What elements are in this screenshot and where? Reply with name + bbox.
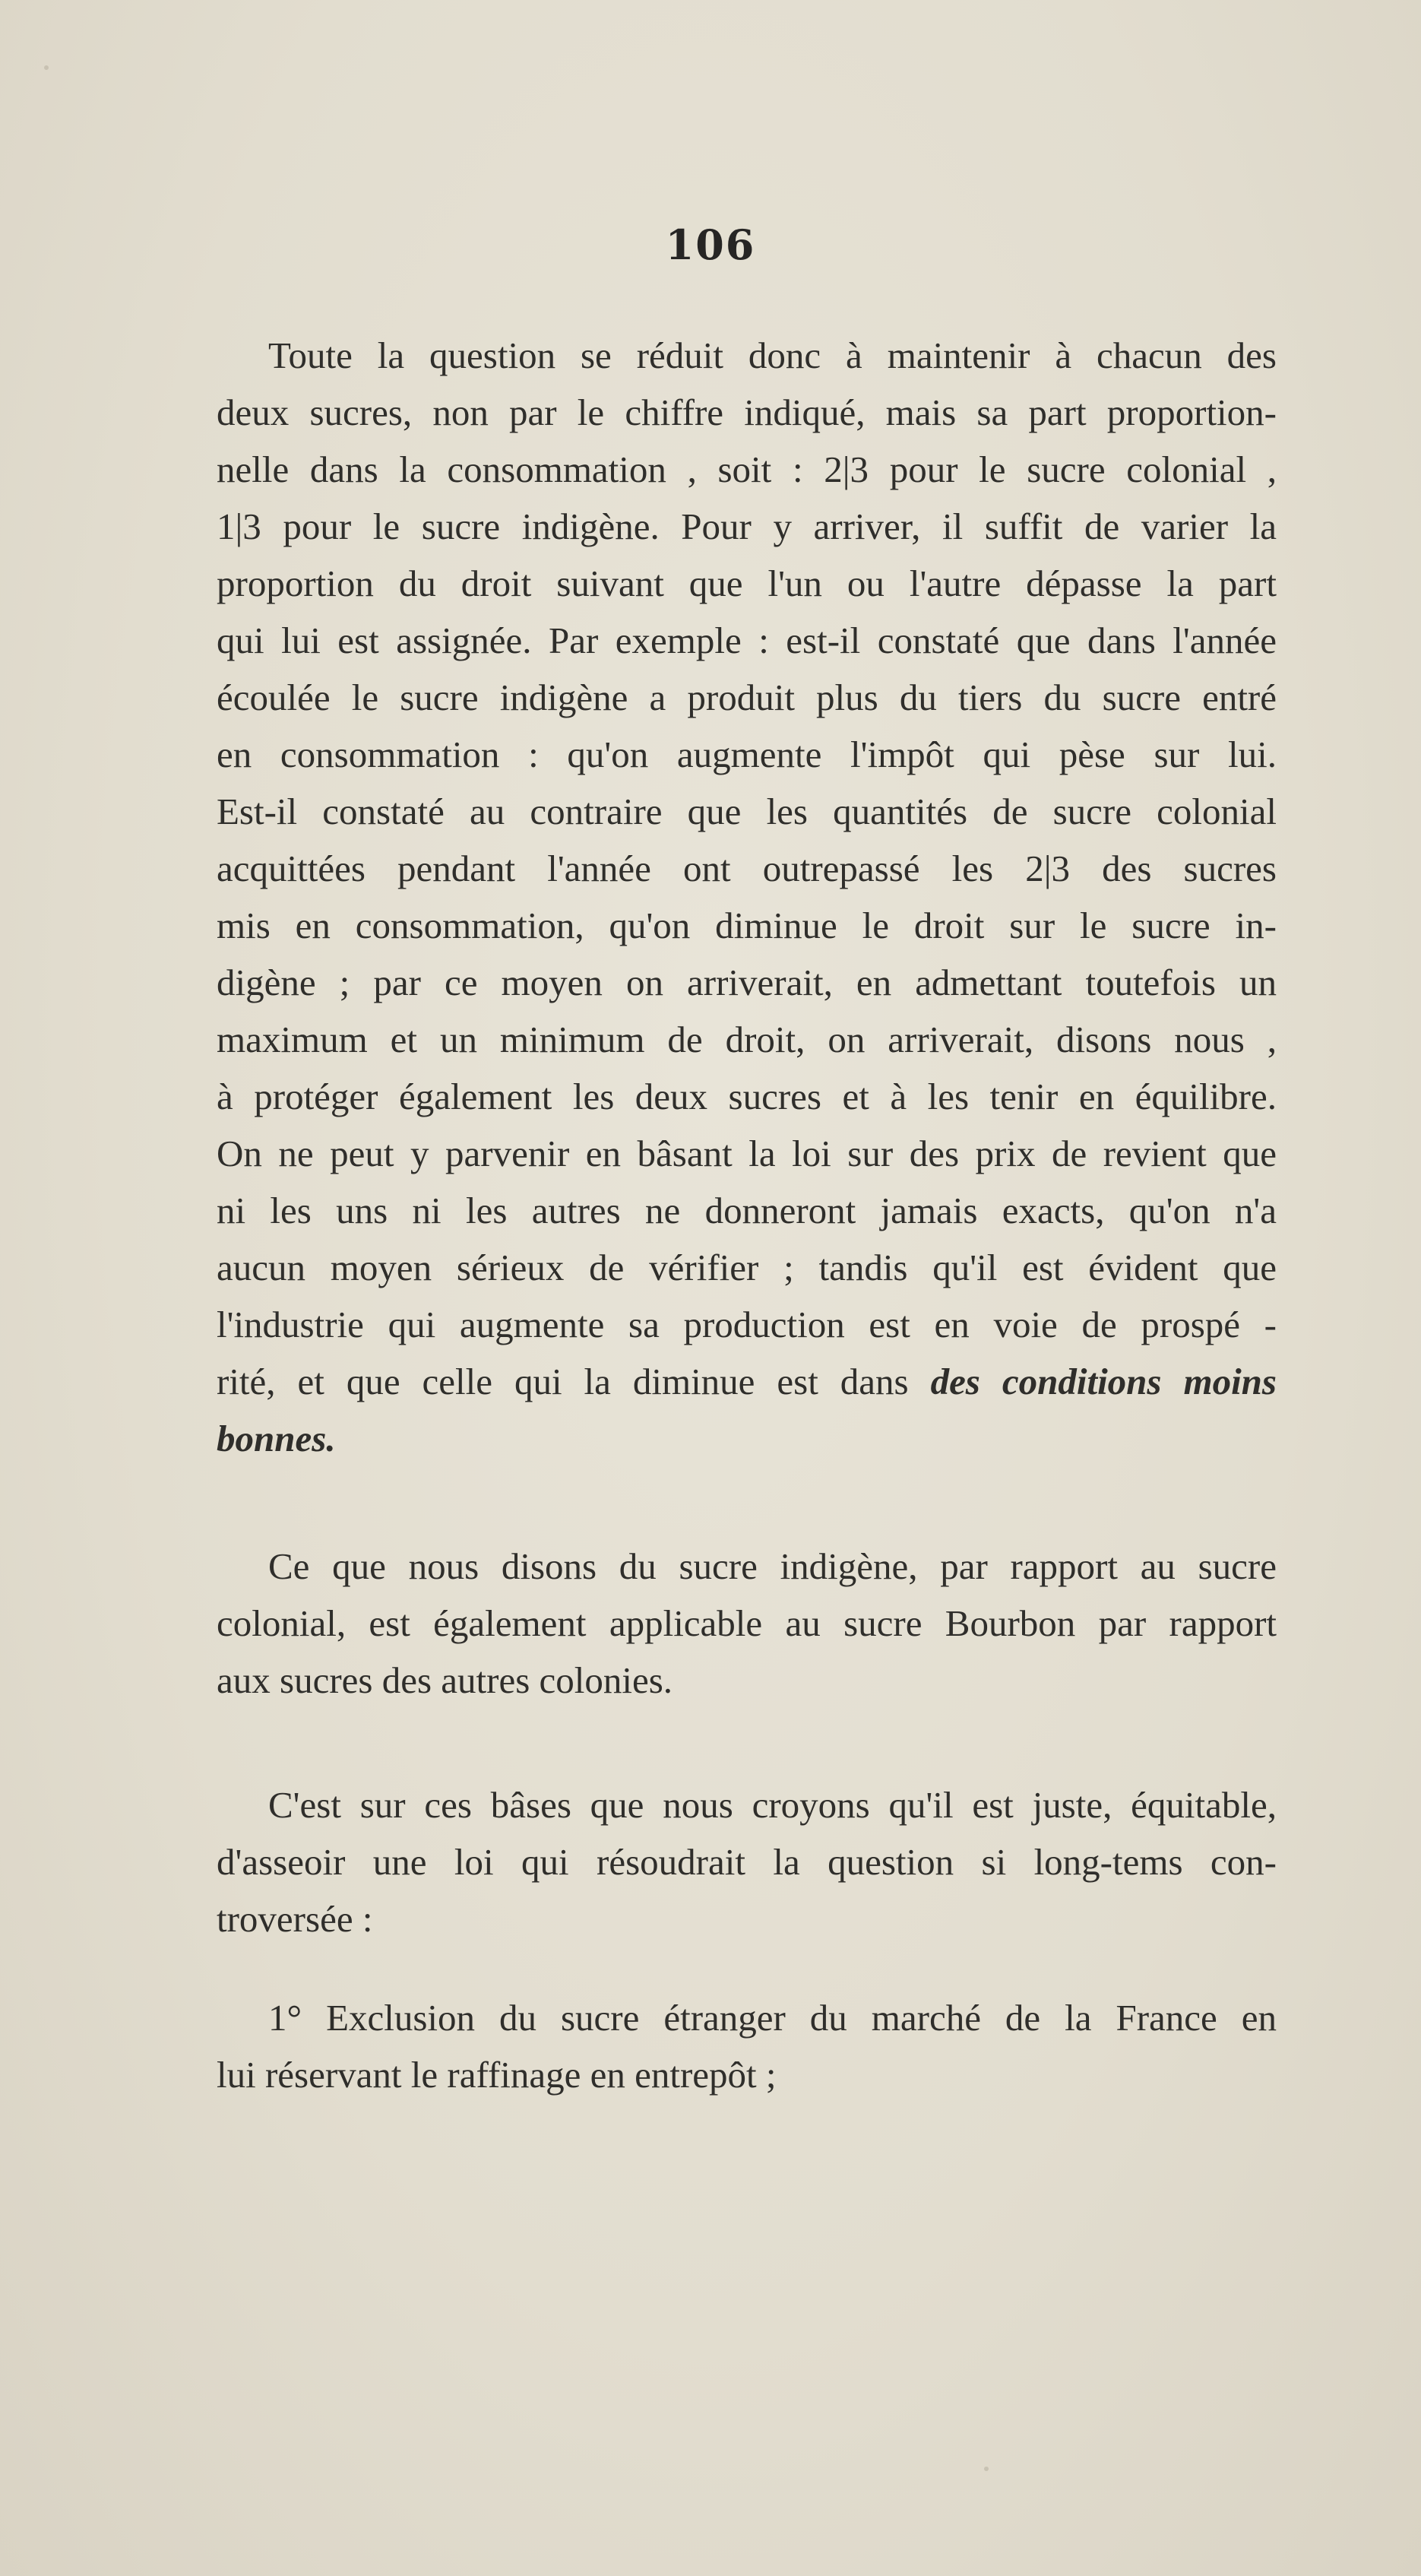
text-line: C'est sur ces bâses que nous croyons qu'il est juste, équitable, [268,1784,1277,1826]
text-line: mis en consommation, qu'on diminue le droit sur le sucre in- [217,905,1277,946]
text-line: aux sucres des autres colonies. [217,1659,673,1701]
text-line: en consommation : qu'on augmente l'impôt qui pèse sur lui. [217,734,1277,775]
paper-speck [44,65,49,70]
text-line: nelle dans la consommation , soit : 2|3 pour le sucre colonial , [217,448,1277,490]
text-line: à protéger également les deux sucres et à les tenir en équilibre. [217,1076,1277,1117]
text-line: aucun moyen sérieux de vérifier ; tandis qu'il est évident que [217,1247,1277,1288]
text-line: écoulée le sucre indigène a produit plus du tiers du sucre entré [217,676,1277,718]
text-line: troversée : [217,1898,373,1940]
text-line: Est-il constaté au contraire que les quantités de sucre colonial [217,791,1277,832]
paragraph-4 [217,1989,1277,2103]
text-line: 1|3 pour le sucre indigène. Pour y arriver, il suffit de varier la [217,505,1277,547]
text-line: digène ; par ce moyen on arriverait, en admettant toutefois un [217,962,1277,1003]
paper-speck [984,2467,989,2471]
paragraph-1 [217,327,1277,1467]
text-line: maximum et un minimum de droit, on arriverait, disons nous , [217,1019,1277,1060]
paragraph-3 [217,1776,1277,1947]
text-line: lui réservant le raffinage en entrepôt ; [217,2054,777,2096]
text-line: ni les uns ni les autres ne donneront jamais exacts, qu'on n'a [217,1190,1277,1231]
italic-text: des conditions moins [930,1361,1277,1402]
text-line: d'asseoir une loi qui résoudrait la question si long-tems con- [217,1841,1277,1883]
paragraph-2 [217,1538,1277,1709]
text-line: deux sucres, non par le chiffre indiqué, mais sa part proportion- [217,391,1277,433]
text-line-with-italic [217,1353,1277,1410]
text-line [217,1410,1277,1467]
text-line: acquittées pendant l'année ont outrepassé les 2|3 des sucres [217,848,1277,889]
text-run: rité, et que celle qui la diminue est dans [217,1361,909,1402]
italic-text: bonnes. [217,1418,336,1459]
text-line: Ce que nous disons du sucre indigène, par rapport au sucre [268,1545,1277,1587]
text-line: 1° Exclusion du sucre étranger du marché de la France en [268,1997,1277,2039]
text-line: Toute la question se réduit donc à maintenir à chacun des [268,334,1277,376]
text-line: On ne peut y parvenir en bâsant la loi sur des prix de revient que [217,1133,1277,1174]
text-line: l'industrie qui augmente sa production est en voie de prospé - [217,1304,1277,1345]
text-line: proportion du droit suivant que l'un ou l'autre dépasse la part [217,562,1277,604]
page-number: 106 [665,220,756,269]
text-line: qui lui est assignée. Par exemple : est-il constaté que dans l'année [217,619,1277,661]
text-line: colonial, est également applicable au sucre Bourbon par rapport [217,1602,1277,1644]
